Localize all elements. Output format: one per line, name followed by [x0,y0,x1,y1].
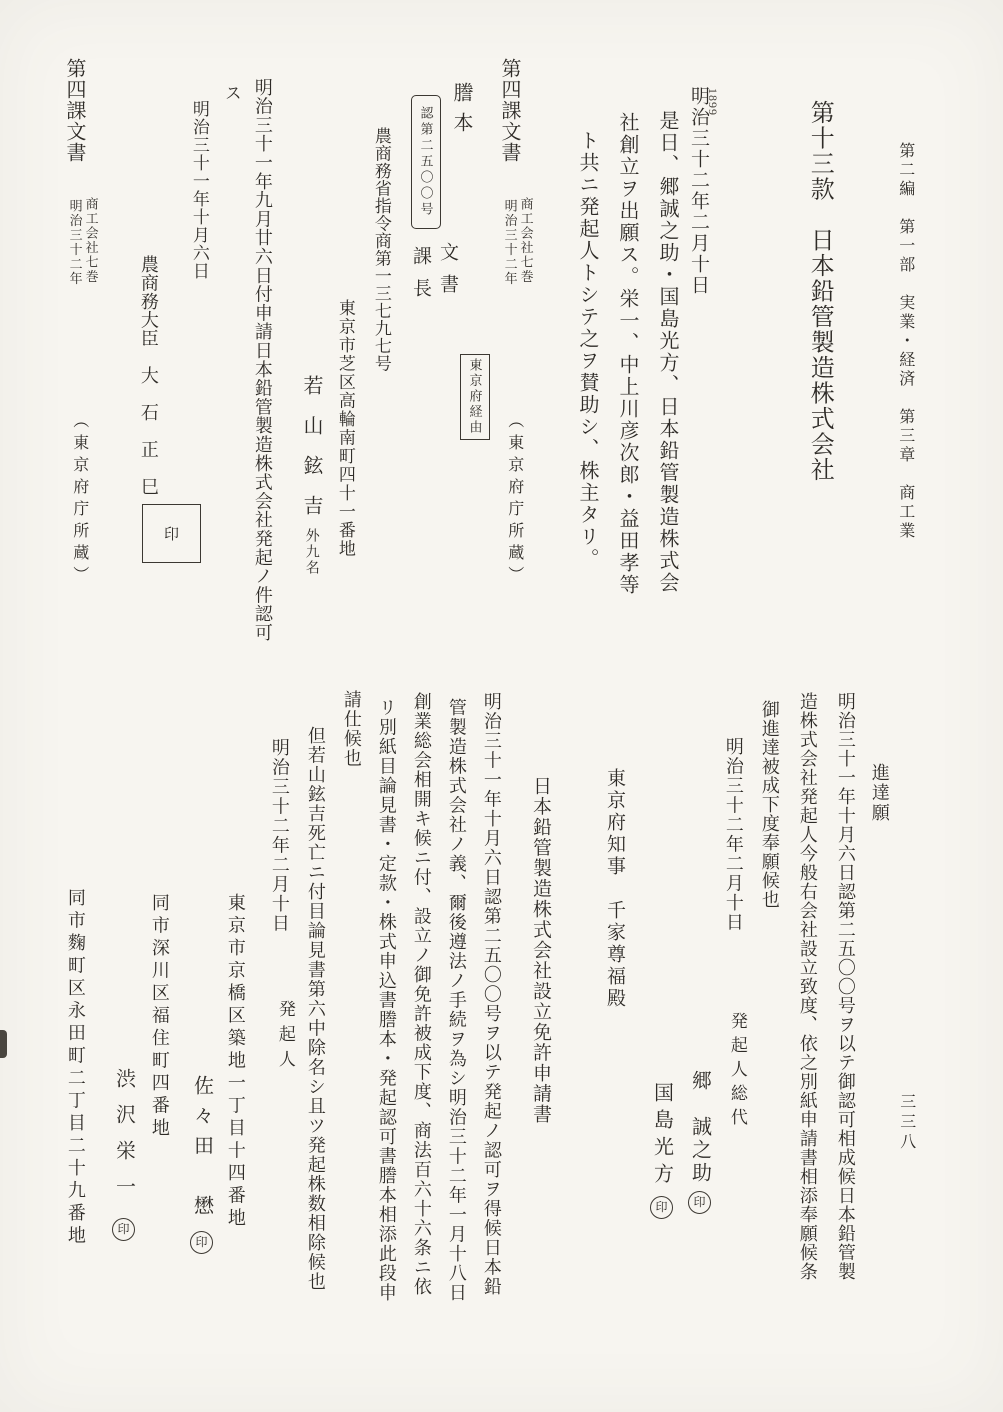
scan-edge-artifact [0,1030,7,1058]
colophon-source-label: 第四課文書 [63,58,85,163]
application-line: 明治三十一年十月六日認第二五〇〇号ヲ以テ発起ノ認可ヲ得候日本鉛 [481,692,502,1297]
doc-section-label: 文書 [436,242,458,306]
approval-number-box [411,95,441,229]
source-label: 第四課文書 [498,58,520,163]
minister-seal-box [142,504,201,563]
intro-date: 明治三十二年二月十日 [687,86,709,296]
application-date: 明治三十二年二月十日 [269,738,290,933]
seal-icon: 印 [112,1218,135,1241]
promoter-address: 同市深川区福住町四番地 [149,893,170,1141]
application-line: 創業総会相開キ候ニ付、設立ノ御免許被成下度、商法百六十六条ニ依 [411,692,432,1297]
source-year: 明治三十二年 [502,199,518,286]
promoter-address: 東京市京橋区築地一丁目十四番地 [225,893,246,1231]
page-number: 三三八 [897,1093,915,1153]
application-title: 日本鉛管製造株式会社設立免許申請書 [529,776,551,1125]
representative-label: 発起人総代 [727,1012,747,1132]
petition-line: 造株式会社発起人今般右会社設立致度、依之別紙申請書相添奉願候条 [797,692,818,1281]
colophon-source-volume: 商工会社七巻 [83,197,99,284]
application-line: 請仕候也 [341,690,362,768]
representative-name [650,1082,673,1219]
via-tokyo-box [460,354,490,440]
copy-label: 謄本 [450,82,472,142]
seal-icon: 印 [163,527,179,543]
addressee-line: 東京府知事 千家尊福殿 [603,768,625,1010]
seal-icon: 印 [650,1196,673,1219]
promoter-name [112,1068,135,1241]
doc-chief-label: 課長 [409,246,431,310]
colophon-source-year: 明治三十二年 [67,199,83,286]
intro-line: 是日、郷誠之助・国島光方、日本鉛管製造株式会 [656,110,678,594]
promoter-name-text: 渋沢栄一 [112,1068,135,1212]
approval-body-line: 明治三十一年九月廿六日付申請日本鉛管製造株式会社発起ノ件認可 [252,78,273,642]
approval-number: 認第二五〇〇号 [418,106,434,218]
application-note: 但若山鉉吉死亡ニ付目論見書第六中除名シ且ツ発起株数相除候也 [305,726,326,1292]
petition-date: 明治三十二年二月十日 [723,737,744,932]
applicant-count-suffix: 外九名 [303,528,319,576]
archive-note: （東京府庁所蔵） [505,412,523,588]
applicant-name: 若 山 鉉 吉 [300,375,322,515]
applicant-address: 東京市芝区高輪南町四十一番地 [335,299,355,558]
intro-line: 社創立ヲ出願ス。栄一、中上川彦次郎・益田孝等 [616,112,638,596]
representative-name-text: 郷 誠之助 [688,1070,711,1185]
section-title: 第十三款 日本鉛管製造株式会社 [806,100,833,483]
approval-body-overflow: ス [221,84,241,101]
promoter-name [190,1075,213,1254]
minister-signature: 農商務大臣 大 石 正 巳 [138,255,159,496]
petition-line: 明治三十一年十月六日認第二五〇〇号ヲ以テ御認可相成候日本鉛管製 [835,692,856,1281]
application-line: 管製造株式会社ノ義、爾後遵法ノ手続ヲ為シ明治三十二年一月十八日 [446,698,467,1303]
intro-line: ト共ニ発起人トシテ之ヲ賛助シ、株主タリ。 [576,130,598,570]
promoter-name-text: 佐々田 懋 [190,1075,213,1225]
approval-date: 明治三十一年十月六日 [189,100,209,280]
representative-name-text: 国島光方 [650,1082,673,1190]
petition-line: 御進達被成下度奉願候也 [759,700,780,909]
application-line: リ別紙目論見書・定款・株式申込書謄本・発起認可書謄本相添此段申 [376,698,397,1303]
year-margin-note: 1899 [706,88,720,116]
running-head: 第二編 第一部 実業・経済 第三章 商工業 [896,142,914,541]
representative-name [688,1070,711,1214]
source-volume: 商工会社七巻 [518,197,534,284]
promoter-label: 発起人 [275,1000,295,1075]
directive-number: 農商務省指令商第一三七九七号 [371,127,391,372]
via-tokyo-label: 東京府経由 [467,358,483,436]
promoter-address: 同市麴町区永田町二丁目二十九番地 [65,888,86,1248]
seal-icon: 印 [688,1191,711,1214]
petition-title: 進達願 [869,763,890,823]
colophon-archive-note: （東京府庁所蔵） [70,412,88,588]
seal-icon: 印 [190,1231,213,1254]
